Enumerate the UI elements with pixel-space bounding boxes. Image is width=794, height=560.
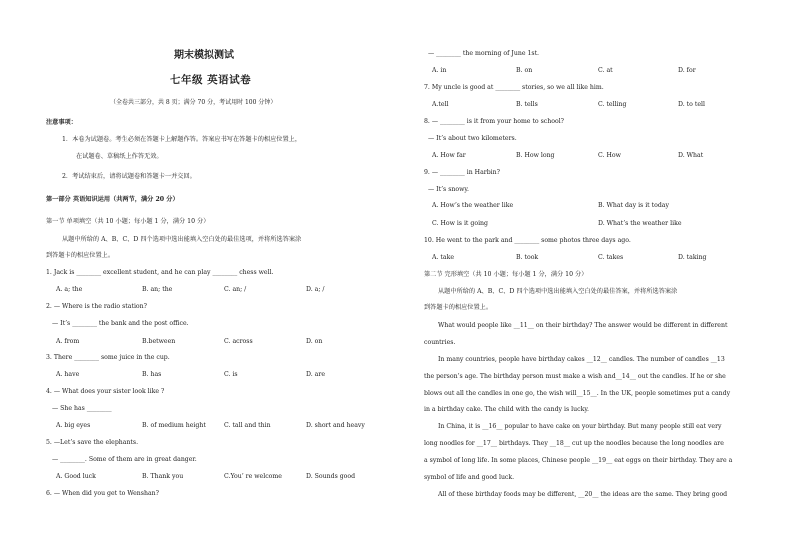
passage-line: blows out all the candles in one go, the wish will__15__. In the UK, people sometimes put a candy [424,390,731,397]
q5-option-c: C.You’ re welcome [224,473,282,480]
note-1b: 在试题卷、草稿纸上作答无效。 [76,153,163,160]
left-column [46,0,418,560]
q4-option-d: D. short and heavy [306,422,365,429]
q8-option-d: D. What [678,152,704,159]
q6-option-d: D. for [678,67,696,74]
question-3: 3. There ________ some juice in the cup. [46,354,170,361]
section2-instruction-2: 到答题卡的相应位置上。 [424,304,493,311]
notes-heading: 注意事项： [46,119,77,126]
question-6: 6. — When did you get to Wenshan? [46,490,159,497]
q7-option-d: D. to tell [678,101,705,108]
q6-option-a: A. in [432,67,447,74]
q9-option-c: C. How is it going [432,220,488,227]
note-2: 2．考试结束后，请将试题卷和答题卡一并交回。 [62,173,196,180]
section2-heading: 第二节 完形填空（共 10 小题；每小题 1 分，满分 10 分） [424,271,588,278]
part1-heading: 第一部分 英语知识运用（共两节，满分 20 分） [46,196,179,203]
passage-line: a symbol of long life. In some places, Chinese people __19__ eat eggs on their birthday. They are a [424,457,733,464]
question-2: 2. — Where is the radio station? [46,303,147,310]
question-6-line2: — ________ the morning of June 1st. [428,50,540,57]
question-10: 10. He went to the park and ________ some photos three days ago. [424,237,631,244]
passage-line: All of these birthday foods may be different, __20__ the ideas are the same. They bring good [438,491,728,498]
q3-option-a: A. have [56,371,80,378]
q4-option-b: B. of medium height [142,422,206,429]
question-9-line2: — It’s snowy. [428,186,470,193]
q1-option-c: C. an; / [224,286,247,293]
exam-info: （全卷共三部分，共 8 页；满分 70 分，考试用时 100 分钟） [110,99,277,106]
question-7: 7. My uncle is good at ________ stories, so we all like him. [424,84,604,91]
question-1: 1. Jack is ________ excellent student, and he can play ________ chess well. [46,269,274,276]
question-5-line2: — ________. Some of them are in great danger. [52,456,197,463]
question-4-line2: — She has ________ [52,405,112,412]
passage-line: In many countries, people have birthday cakes __12__ candles. The number of candles __13 [438,356,725,363]
q7-option-a: A.tell [432,101,449,108]
passage-line: In China, it is __16__ popular to have cake on your birthday. But many people still eat very [438,423,722,430]
q5-option-b: B. Thank you [142,473,184,480]
question-9: 9. — ________ in Harbin? [424,169,500,176]
q4-option-c: C. tall and thin [224,422,271,429]
q5-option-a: A. Good luck [56,473,96,480]
q4-option-a: A. big eyes [56,422,91,429]
q10-option-b: B. took [516,254,539,261]
section1-instruction-1: 从题中所给的 A、B、C、D 四个选项中选出能填入空白处的最佳选项，并将所选答案涂 [62,236,302,243]
question-8: 8. — ________ is it from your home to school? [424,118,564,125]
q8-option-b: B. How long [516,152,555,159]
q2-option-c: C. across [224,338,253,345]
q6-option-b: B. on [516,67,533,74]
note-1a: 1．本卷为试题卷。考生必须在答题卡上解题作答。答案应书写在答题卡的相应位置上， [62,136,302,143]
passage-line: in a birthday cake. The child with the candy is lucky. [424,406,589,413]
q1-option-d: D. a; / [306,286,325,293]
q2-option-b: B.between [142,338,176,345]
q8-option-c: C. How [598,152,621,159]
q1-option-b: B. an; the [142,286,173,293]
exam-subtitle: 七年级 英语试卷 [170,74,252,86]
question-2-line2: — It’s ________ the bank and the post office. [52,320,189,327]
passage-line: countries. [424,339,456,346]
section2-instruction-1: 从题中所给的 A、B、C、D 四个选项中选出能填入空白处的最佳答案，并将所选答案涂 [438,288,678,295]
q5-option-d: D. Sounds good [306,473,356,480]
q10-option-d: D. taking [678,254,707,261]
q3-option-c: C. is [224,371,238,378]
passage-line: the person’s age. The birthday person must make a wish and__14__ out the candles. If he or she [424,373,726,380]
q2-option-a: A. from [56,338,80,345]
q9-option-a: A. How’s the weather like [432,202,514,209]
q9-option-d: D. What’s the weather like [598,220,682,227]
q8-option-a: A. How far [432,152,466,159]
q2-option-d: D. on [306,338,323,345]
q3-option-d: D. are [306,371,325,378]
exam-title: 期末模拟测试 [174,50,234,61]
section1-instruction-2: 到答题卡的相应位置上。 [46,252,115,259]
q6-option-c: C. at [598,67,613,74]
passage-line: long noodles for __17__ birthdays. They __18__ cut up the noodles because the long noodles are [424,440,724,447]
question-4: 4. — What does your sister look like ? [46,388,165,395]
section1-heading: 第一节 单项填空（共 10 小题；每小题 1 分，满分 10 分） [46,218,210,225]
passage-line: symbol of life and good luck. [424,474,515,481]
q3-option-b: B. has [142,371,162,378]
passage-line: What would people like __11__ on their birthday? The answer would be different in different [438,322,728,329]
q9-option-b: B. What day is it today [598,202,669,209]
right-column [424,0,794,560]
question-8-line2: — It’s about two kilometers. [428,135,517,142]
question-5: 5. —Let’s save the elephants. [46,439,139,446]
q7-option-b: B. tells [516,101,538,108]
q1-option-a: A. a; the [56,286,83,293]
q7-option-c: C. telling [598,101,627,108]
q10-option-a: A. take [432,254,454,261]
q10-option-c: C. takes [598,254,624,261]
